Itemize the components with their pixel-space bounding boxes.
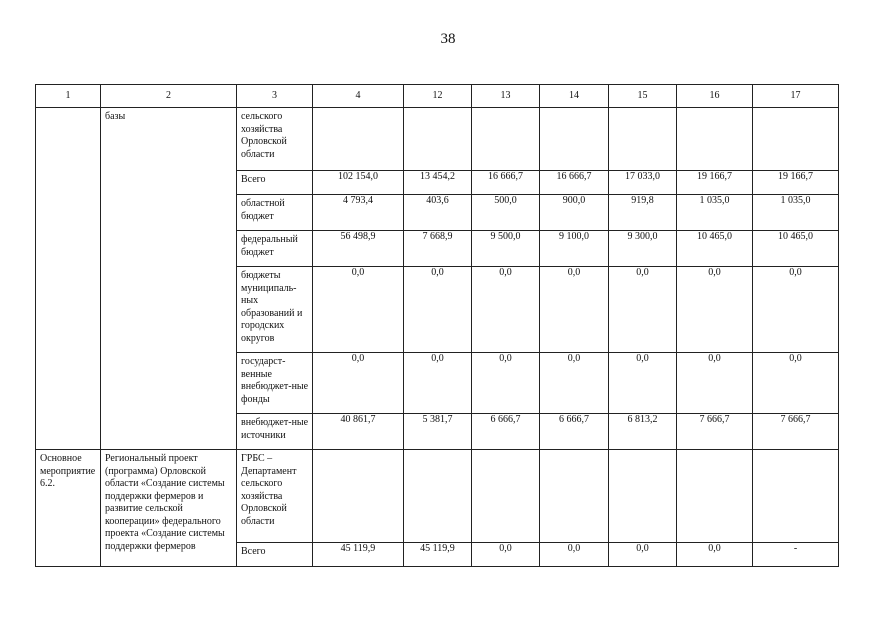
value-cell: 900,0 bbox=[540, 195, 609, 231]
project-name-text: базы bbox=[105, 111, 126, 122]
value-cell bbox=[313, 108, 404, 171]
header-cell: 14 bbox=[540, 85, 609, 108]
value-cell: 9 300,0 bbox=[609, 231, 677, 267]
funding-source-label: ГРБС – Департамент сельского хозяйства Орловской области bbox=[241, 453, 297, 527]
funding-source-label: областной бюджет bbox=[241, 198, 285, 222]
header-cell: 3 bbox=[237, 85, 313, 108]
event-cell bbox=[36, 450, 101, 567]
value-cell: 102 154,0 bbox=[313, 171, 404, 195]
value-cell: 4 793,4 bbox=[313, 195, 404, 231]
event-text bbox=[36, 108, 100, 111]
value-cell: 9 100,0 bbox=[540, 231, 609, 267]
value-cell bbox=[540, 450, 609, 543]
header-cell: 15 bbox=[609, 85, 677, 108]
value-cell bbox=[540, 108, 609, 171]
value-cell: 1 035,0 bbox=[753, 195, 839, 231]
header-cell: 2 bbox=[101, 85, 237, 108]
funding-source-cell bbox=[237, 543, 313, 567]
value-cell bbox=[313, 450, 404, 543]
value-cell: 0,0 bbox=[404, 267, 472, 353]
value-cell: 919,8 bbox=[609, 195, 677, 231]
value-cell: 56 498,9 bbox=[313, 231, 404, 267]
funding-source-label: Всего bbox=[241, 174, 266, 185]
value-cell: 403,6 bbox=[404, 195, 472, 231]
value-cell: 9 500,0 bbox=[472, 231, 540, 267]
table-header-row bbox=[36, 85, 839, 108]
value-cell: 0,0 bbox=[753, 267, 839, 353]
value-cell: 0,0 bbox=[609, 353, 677, 414]
value-cell: 0,0 bbox=[313, 353, 404, 414]
value-cell: 0,0 bbox=[404, 353, 472, 414]
value-cell bbox=[472, 450, 540, 543]
funding-source-cell bbox=[237, 108, 313, 171]
funding-source-label: федеральный бюджет bbox=[241, 234, 298, 258]
funding-source-cell bbox=[237, 231, 313, 267]
value-cell: 0,0 bbox=[677, 353, 753, 414]
value-cell bbox=[609, 450, 677, 543]
value-cell bbox=[753, 450, 839, 543]
project-name-text: Региональный проект (программа) Орловской области «Создание системы поддержки фермеров и развитие сельской кооперации» федерального проекта «Создание системы поддержки фермеров bbox=[105, 453, 225, 552]
value-cell: 0,0 bbox=[609, 267, 677, 353]
value-cell: 1 035,0 bbox=[677, 195, 753, 231]
funding-source-label: Всего bbox=[241, 546, 266, 557]
value-cell: 19 166,7 bbox=[753, 171, 839, 195]
funding-source-label: внебюджет-ные источники bbox=[241, 417, 309, 441]
funding-source-label: бюджеты муниципаль-ных образований и городских округов bbox=[241, 270, 303, 344]
header-cell: 12 bbox=[404, 85, 472, 108]
value-cell: 0,0 bbox=[540, 543, 609, 567]
value-cell: 16 666,7 bbox=[540, 171, 609, 195]
value-cell bbox=[609, 108, 677, 171]
header-cell: 13 bbox=[472, 85, 540, 108]
value-cell: 0,0 bbox=[609, 543, 677, 567]
page-number: 38 bbox=[440, 31, 456, 47]
funding-source-label: сельского хозяйства Орловской области bbox=[241, 111, 287, 160]
value-cell bbox=[404, 108, 472, 171]
event-cell bbox=[36, 108, 101, 450]
value-cell: 0,0 bbox=[472, 543, 540, 567]
value-cell: 7 668,9 bbox=[404, 231, 472, 267]
budget-table bbox=[35, 84, 839, 567]
header-cell: 17 bbox=[753, 85, 839, 108]
value-cell bbox=[404, 450, 472, 543]
value-cell: 0,0 bbox=[540, 267, 609, 353]
project-name-cell bbox=[101, 108, 237, 450]
value-cell bbox=[677, 108, 753, 171]
value-cell: 500,0 bbox=[472, 195, 540, 231]
funding-source-cell bbox=[237, 353, 313, 414]
value-cell: 0,0 bbox=[472, 353, 540, 414]
value-cell: 6 813,2 bbox=[609, 414, 677, 450]
value-cell: 7 666,7 bbox=[677, 414, 753, 450]
funding-source-label: государст-венные внебюджет-ные фонды bbox=[241, 356, 309, 405]
funding-source-cell bbox=[237, 171, 313, 195]
table-row bbox=[36, 450, 839, 543]
value-cell: 13 454,2 bbox=[404, 171, 472, 195]
value-cell: 0,0 bbox=[540, 353, 609, 414]
value-cell: 0,0 bbox=[677, 543, 753, 567]
table-row bbox=[36, 108, 839, 171]
value-cell bbox=[677, 450, 753, 543]
value-cell: 0,0 bbox=[677, 267, 753, 353]
value-cell: 0,0 bbox=[472, 267, 540, 353]
value-cell: 19 166,7 bbox=[677, 171, 753, 195]
funding-source-cell bbox=[237, 267, 313, 353]
header-cell: 1 bbox=[36, 85, 101, 108]
header-cell: 16 bbox=[677, 85, 753, 108]
value-cell: 10 465,0 bbox=[677, 231, 753, 267]
funding-source-cell bbox=[237, 195, 313, 231]
value-cell bbox=[472, 108, 540, 171]
value-cell: 40 861,7 bbox=[313, 414, 404, 450]
value-cell: 5 381,7 bbox=[404, 414, 472, 450]
value-cell: 16 666,7 bbox=[472, 171, 540, 195]
value-cell bbox=[753, 108, 839, 171]
value-cell: 45 119,9 bbox=[404, 543, 472, 567]
header-cell: 4 bbox=[313, 85, 404, 108]
value-cell: - bbox=[753, 543, 839, 567]
funding-source-cell bbox=[237, 414, 313, 450]
value-cell: 0,0 bbox=[313, 267, 404, 353]
value-cell: 7 666,7 bbox=[753, 414, 839, 450]
event-text: Основное мероприятие 6.2. bbox=[40, 453, 96, 489]
value-cell: 0,0 bbox=[753, 353, 839, 414]
value-cell: 17 033,0 bbox=[609, 171, 677, 195]
value-cell: 6 666,7 bbox=[472, 414, 540, 450]
funding-source-cell bbox=[237, 450, 313, 543]
value-cell: 6 666,7 bbox=[540, 414, 609, 450]
project-name-cell bbox=[101, 450, 237, 567]
value-cell: 45 119,9 bbox=[313, 543, 404, 567]
value-cell: 10 465,0 bbox=[753, 231, 839, 267]
